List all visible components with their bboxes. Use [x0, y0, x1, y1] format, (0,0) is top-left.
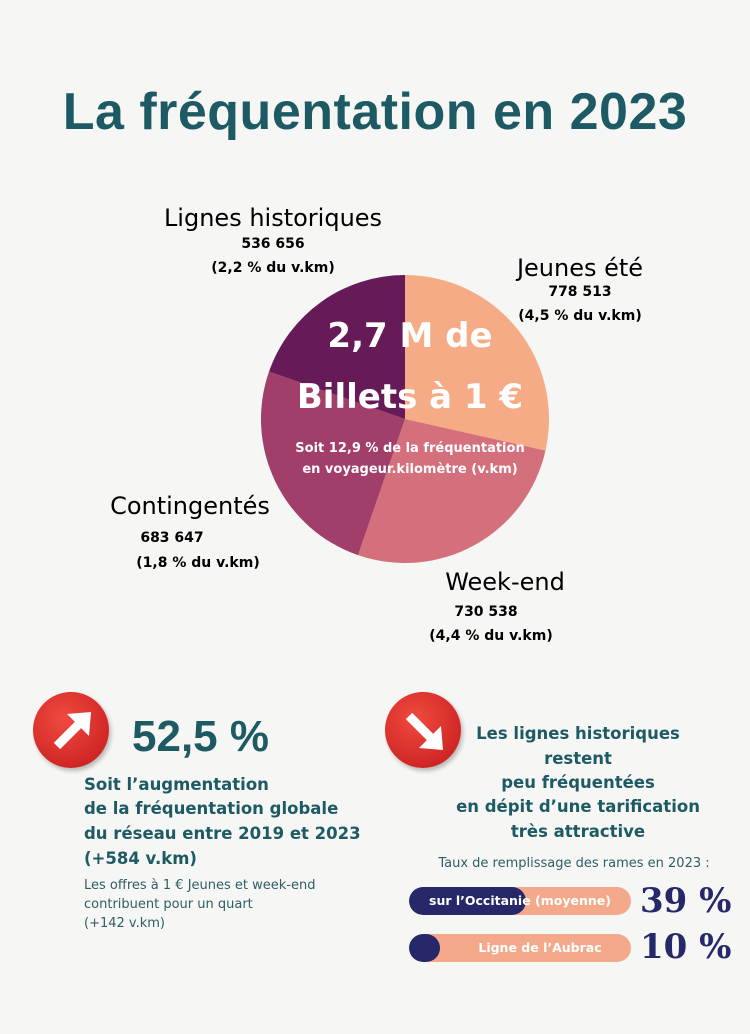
label-contingentes-name: Contingentés [110, 492, 270, 520]
label-contingentes-value: 683 647 [140, 530, 204, 546]
increase-value: 52,5 % [132, 712, 269, 761]
fill-bar-occitanie [409, 887, 631, 915]
fill-bar-aubrac-label: Ligne de l’Aubrac [478, 940, 602, 955]
increase-text-2: de la fréquentation globale [84, 799, 339, 818]
increase-text-4: (+584 v.km) [84, 849, 197, 868]
pie-center-subtext-2: en voyageur.kilomètre (v.km) [302, 462, 518, 477]
label-lignes-historiques-name: Lignes historiques [163, 204, 383, 232]
increase-note-2: contribuent pour un quart [84, 897, 253, 912]
increase-text-1: Soit l’augmentation [84, 775, 269, 794]
label-jeunes-ete-pct: (4,5 % du v.km) [518, 308, 642, 324]
label-lignes-historiques-pct: (2,2 % du v.km) [211, 260, 335, 276]
label-week-end-value: 730 538 [454, 604, 518, 620]
label-week-end-name: Week-end [445, 568, 565, 596]
label-jeunes-ete-value: 778 513 [548, 284, 612, 300]
increase-text-3: du réseau entre 2019 et 2023 [84, 824, 361, 843]
label-week-end-pct: (4,4 % du v.km) [429, 628, 553, 644]
pie-center-headline-2: Billets à 1 € [296, 377, 524, 417]
fill-bar-aubrac-value: 10 % [640, 927, 732, 967]
historic-text-5: très attractive [510, 822, 646, 841]
page-title: La fréquentation en 2023 [62, 83, 688, 141]
fill-bar-occitanie-value: 39 % [640, 881, 732, 921]
fill-rate-caption: Taux de remplissage des rames en 2023 : [438, 856, 710, 871]
arrow-up-right-icon [33, 692, 109, 768]
label-jeunes-ete-name: Jeunes été [516, 254, 644, 282]
fill-bar-aubrac [409, 934, 631, 962]
historic-text-2: restent [544, 749, 612, 768]
label-lignes-historiques-value: 536 656 [241, 236, 305, 252]
historic-text-1: Les lignes historiques [476, 724, 680, 743]
pie-center-headline-1: 2,7 M de [327, 316, 493, 356]
increase-badge [33, 692, 109, 768]
increase-note-3: (+142 v.km) [84, 916, 165, 931]
label-contingentes-pct: (1,8 % du v.km) [136, 555, 260, 571]
pie-center-subtext-1: Soit 12,9 % de la fréquentation [295, 441, 525, 456]
increase-note-1: Les offres à 1 € Jeunes et week-end [84, 878, 316, 893]
historic-text-4: en dépit d’une tarification [456, 797, 700, 816]
historic-text-3: peu fréquentées [501, 773, 655, 792]
fill-bar-occitanie-label: sur l’Occitanie (moyenne) [429, 893, 611, 908]
